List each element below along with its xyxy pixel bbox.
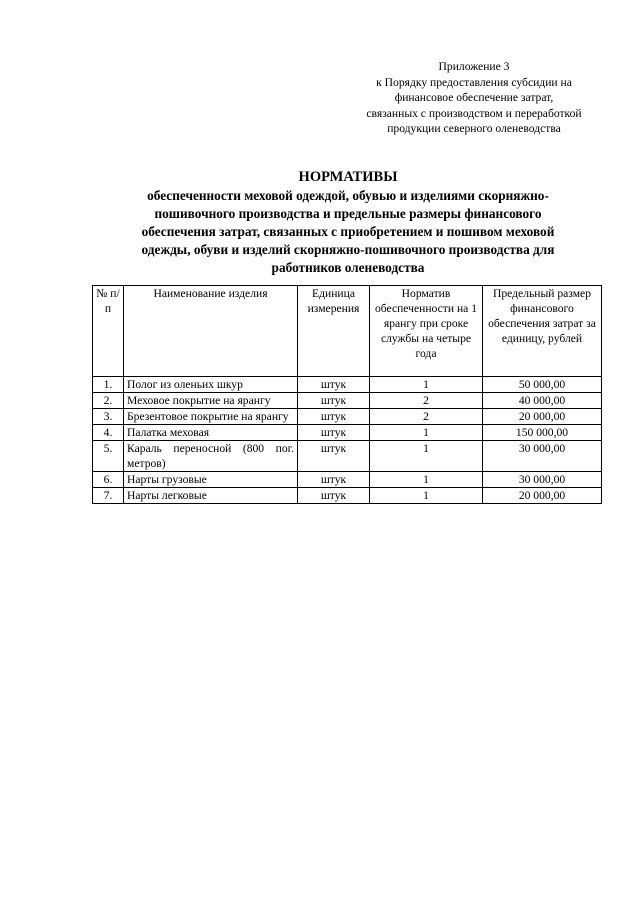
title-sub-line: одежды, обуви и изделий скорняжно-пошивочного производства для (141, 242, 555, 257)
title-subtitle (88, 187, 608, 277)
row-norm: 1 (370, 425, 483, 441)
table-row (93, 377, 602, 393)
row-name: Нарты легковые (124, 488, 298, 504)
row-norm: 1 (370, 488, 483, 504)
title-sub-line: обеспеченности меховой одеждой, обувью и изделиями скорняжно- (147, 188, 549, 203)
row-norm: 2 (370, 393, 483, 409)
row-unit: штук (298, 393, 370, 409)
row-name: Палатка меховая (124, 425, 298, 441)
row-unit: штук (298, 409, 370, 425)
appendix-block (340, 59, 608, 137)
title-sub-line: обеспечения затрат, связанных с приобретением и пошивом меховой (141, 224, 555, 239)
row-unit: штук (298, 425, 370, 441)
row-limit: 20 000,00 (483, 488, 602, 504)
title-main: НОРМАТИВЫ (298, 169, 398, 185)
table-row (93, 409, 602, 425)
row-num: 5. (93, 441, 124, 472)
row-limit: 40 000,00 (483, 393, 602, 409)
row-limit: 30 000,00 (483, 472, 602, 488)
row-limit: 50 000,00 (483, 377, 602, 393)
header-limit: Предельный размер финансового обеспечения затрат за единицу, рублей (483, 286, 602, 377)
row-limit: 150 000,00 (483, 425, 602, 441)
row-limit: 20 000,00 (483, 409, 602, 425)
row-limit: 30 000,00 (483, 441, 602, 472)
header-norm: Норматив обеспеченности на 1 ярангу при сроке службы на четыре года (370, 286, 483, 377)
row-norm: 1 (370, 472, 483, 488)
header-num: № п/п (93, 286, 124, 377)
document-title (88, 168, 608, 277)
appendix-line: продукции северного оленеводства (387, 122, 561, 136)
appendix-line: Приложение 3 (438, 60, 510, 73)
appendix-line: к Порядку предоставления субсидии на (376, 75, 572, 89)
row-name: Полог из оленьих шкур (124, 377, 298, 393)
header-name: Наименование изделия (124, 286, 298, 377)
row-unit: штук (298, 441, 370, 472)
row-name: Брезентовое покрытие на ярангу (124, 409, 298, 425)
row-norm: 1 (370, 441, 483, 472)
row-num: 3. (93, 409, 124, 425)
title-sub-line: работников оленеводства (271, 260, 425, 275)
table-row (93, 441, 602, 472)
row-unit: штук (298, 472, 370, 488)
table-row (93, 393, 602, 409)
appendix-line: связанных с производством и переработкой (366, 106, 582, 120)
table-row (93, 472, 602, 488)
row-num: 7. (93, 488, 124, 504)
row-unit: штук (298, 377, 370, 393)
norms-table (92, 285, 602, 504)
table-row (93, 488, 602, 504)
row-norm: 1 (370, 377, 483, 393)
row-num: 6. (93, 472, 124, 488)
table-header-row (93, 286, 602, 377)
header-unit: Единица измерения (298, 286, 370, 377)
table-row (93, 425, 602, 441)
row-name: Меховое покрытие на ярангу (124, 393, 298, 409)
row-norm: 2 (370, 409, 483, 425)
row-num: 4. (93, 425, 124, 441)
row-name: Нарты грузовые (124, 472, 298, 488)
row-num: 2. (93, 393, 124, 409)
appendix-line: финансовое обеспечение затрат, (394, 91, 554, 105)
row-unit: штук (298, 488, 370, 504)
title-sub-line: пошивочного производства и предельные размеры финансового (154, 206, 542, 221)
row-num: 1. (93, 377, 124, 393)
row-name: Караль переносной (800 пог. метров) (124, 441, 298, 472)
